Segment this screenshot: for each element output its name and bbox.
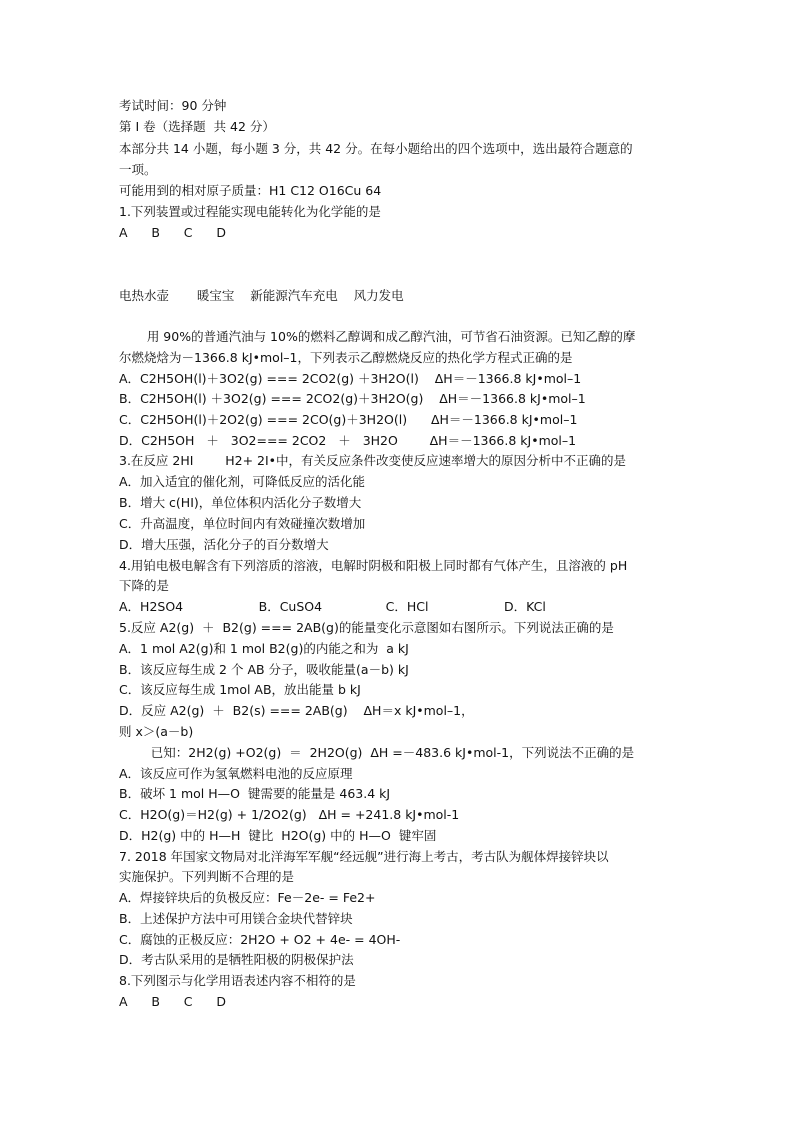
section-heading: 第 I 卷（选择题 共 42 分） bbox=[119, 119, 275, 134]
question-4: 4.用铂电极电解含有下列溶质的溶液，电解时阴极和阳极上同时都有气体产生，且溶液的 pH bbox=[119, 558, 628, 573]
question-5-option-b: B．该反应每生成 2 个 AB 分子，吸收能量(a－b) kJ bbox=[119, 662, 409, 677]
question-1-options: A B C D bbox=[119, 225, 227, 240]
question-1-captions: 电热水壶 暖宝宝 新能源汽车充电 风力发电 bbox=[119, 288, 404, 303]
exam-duration: 考试时间：90 分钟 bbox=[119, 98, 227, 113]
question-7-cont: 实施保护。下列判断不合理的是 bbox=[119, 869, 295, 884]
question-2: 用 90%的普通汽油与 10%的燃料乙醇调和成乙醇汽油，可节省石油资源。已知乙醇的摩 bbox=[119, 329, 636, 344]
question-7-option-a: A．焊接锌块后的负极反应：Fe－2e- = Fe2+ bbox=[119, 890, 376, 905]
question-2-option-d: D．C2H5OH ＋ 3O2=== 2CO2 ＋ 3H2O ΔH＝－1366.8 kJ•mol–1 bbox=[119, 433, 577, 448]
question-4-cont: 下降的是 bbox=[119, 578, 170, 593]
question-5-option-c: C．该反应每生成 1mol AB，放出能量 b kJ bbox=[119, 682, 361, 697]
question-7-option-b: B．上述保护方法中可用镁合金块代替锌块 bbox=[119, 911, 353, 926]
question-3-option-d: D．增大压强，活化分子的百分数增大 bbox=[119, 537, 329, 552]
question-6-option-c: C．H2O(g)＝H2(g) + 1/2O2(g) ΔH = +241.8 kJ•mol-1 bbox=[119, 807, 460, 822]
question-7-option-c: C．腐蚀的正极反应：2H2O + O2 + 4e- = 4OH- bbox=[119, 932, 401, 947]
question-2-option-c: C．C2H5OH(l)＋2O2(g) === 2CO(g)＋3H2O(l) ΔH＝－1366.8 kJ•mol–1 bbox=[119, 412, 578, 427]
question-5-option-d: D．反应 A2(g) ＋ B2(s) === 2AB(g) ΔH＝x kJ•mol–1， bbox=[119, 703, 474, 718]
question-2-cont: 尔燃烧焓为－1366.8 kJ•mol–1，下列表示乙醇燃烧反应的热化学方程式正确的是 bbox=[119, 350, 573, 365]
question-2-option-a: A．C2H5OH(l)＋3O2(g) === 2CO2(g) ＋3H2O(l) ΔH＝－1366.8 kJ•mol–1 bbox=[119, 371, 582, 386]
question-5: 5.反应 A2(g) ＋ B2(g) === 2AB(g)的能量变化示意图如右图所示。下列说法正确的是 bbox=[119, 620, 614, 635]
question-5-option-d-cont: 则 x＞(a－b) bbox=[119, 724, 194, 739]
instructions: 本部分共 14 小题，每小题 3 分，共 42 分。在每小题给出的四个选项中，选出最符合题意的 bbox=[119, 141, 633, 156]
question-8-options: A B C D bbox=[119, 994, 227, 1009]
question-6: 已知：2H2(g) +O2(g) ＝ 2H2O(g) ΔH =－483.6 kJ•mol-1，下列说法不正确的是 bbox=[119, 745, 635, 760]
instructions-cont: 一项。 bbox=[119, 162, 157, 177]
question-4-options: A．H2SO4 B．CuSO4 C．HCl D．KCl bbox=[119, 599, 546, 614]
question-7-option-d: D．考古队采用的是牺牲阳极的阴极保护法 bbox=[119, 952, 354, 967]
question-6-option-b: B．破坏 1 mol H—O 键需要的能量是 463.4 kJ bbox=[119, 786, 391, 801]
question-8: 8.下列图示与化学用语表述内容不相符的是 bbox=[119, 973, 356, 988]
question-6-option-d: D．H2(g) 中的 H—H 键比 H2O(g) 中的 H—O 键牢固 bbox=[119, 828, 437, 843]
question-2-option-b: B．C2H5OH(l) ＋3O2(g) === 2CO2(g)＋3H2O(g) ΔH＝－1366.8 kJ•mol–1 bbox=[119, 391, 586, 406]
question-1: 1.下列装置或过程能实现电能转化为化学能的是 bbox=[119, 204, 381, 219]
question-3-option-b: B．增大 c(HI)，单位体积内活化分子数增大 bbox=[119, 495, 362, 510]
question-6-option-a: A．该反应可作为氢氧燃料电池的反应原理 bbox=[119, 766, 353, 781]
question-3-option-a: A．加入适宜的催化剂，可降低反应的活化能 bbox=[119, 474, 366, 489]
question-7: 7. 2018 年国家文物局对北洋海军军舰“经远舰”进行海上考古，考古队为舰体焊接锌块以 bbox=[119, 849, 609, 864]
question-5-option-a: A．1 mol A2(g)和 1 mol B2(g)的内能之和为 a kJ bbox=[119, 641, 409, 656]
atomic-masses: 可能用到的相对原子质量：H1 C12 O16Cu 64 bbox=[119, 183, 382, 198]
question-3: 3.在反应 2HI H2+ 2I•中，有关反应条件改变使反应速率增大的原因分析中不正确的是 bbox=[119, 453, 627, 468]
question-3-option-c: C．升高温度，单位时间内有效碰撞次数增加 bbox=[119, 516, 366, 531]
